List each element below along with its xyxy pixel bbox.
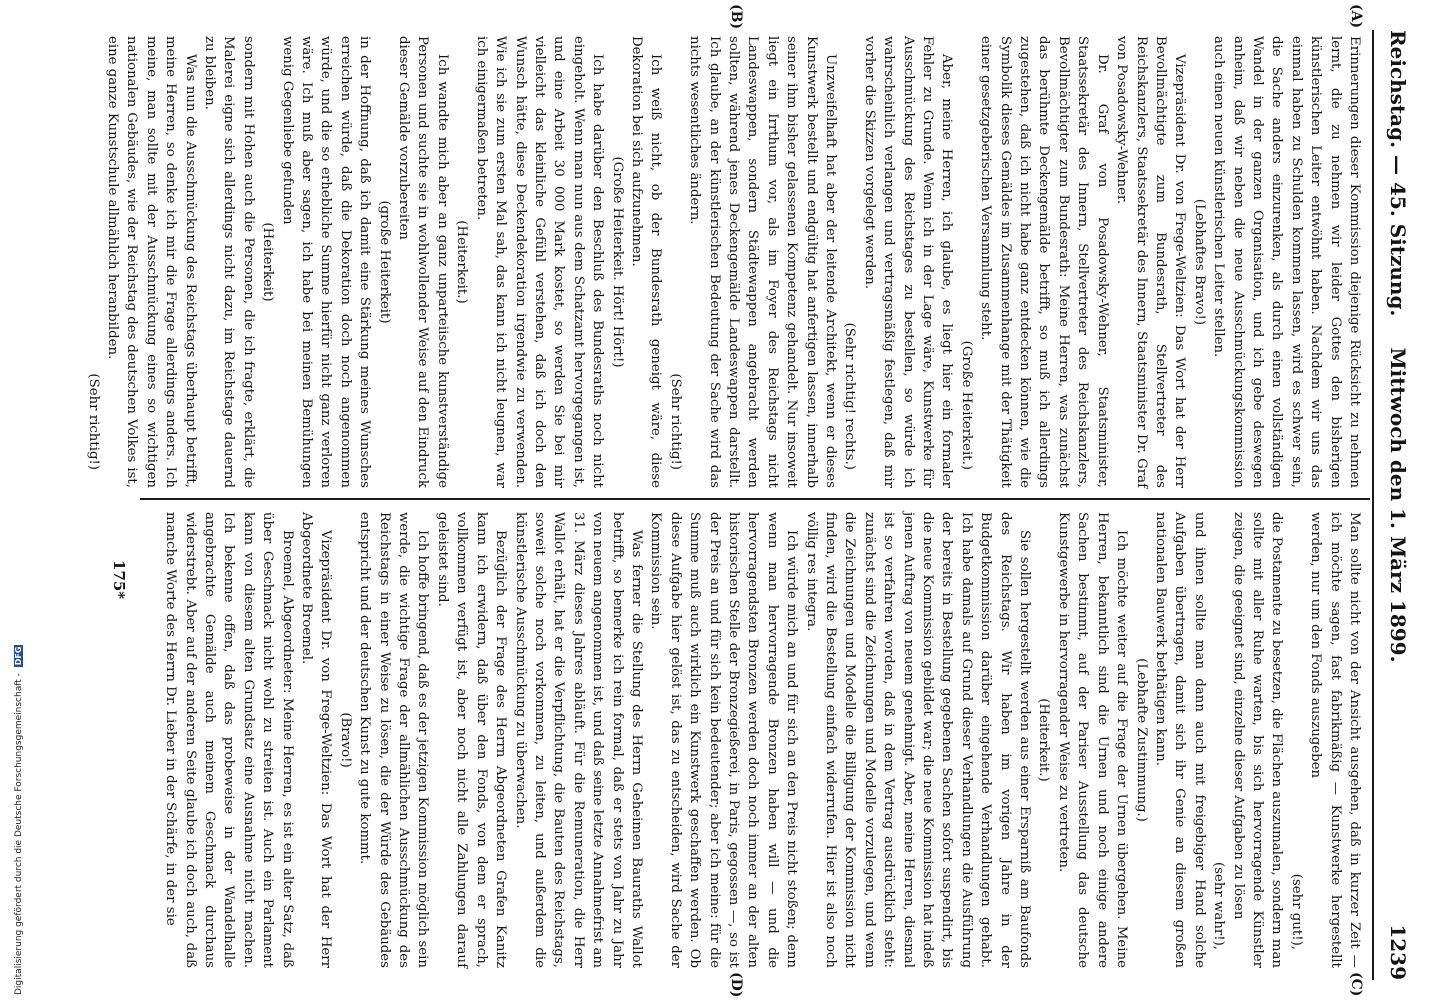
signature-mark: 175*: [110, 560, 128, 600]
paragraph: die Postamente zu besetzen, die Flächen auszumalen, sondern man sollte mit aller Ruhe warten, bis sich hervorragende Künstler zeigen, die geeignet sind, einzelne dieser Aufgaben zu lösen: [1230, 512, 1285, 968]
header-date: Mittwoch den 1. März 1899.: [1386, 347, 1410, 663]
interjection: (sehr wahr!),: [1211, 861, 1227, 950]
interjection: (Heiterkeit): [260, 222, 276, 302]
left-column: [85, 36, 1364, 488]
margin-mark-c: (C): [1348, 972, 1364, 997]
paragraph: Was ferner die Stellung des Herrn Geheimen Bauraths Wallot betrifft, so bemerke ich rein formal, daß er stets von Jahr zu Jahr von neuem angenommen ist, und daß seine letzte Annahmefrist am 31. März dieses Jahres abläuft. Für die Remuneration, die Herr Wallot erhält, hat er die Verpflichtung, die Bauten des Reichstags, soweit solche noch vorkommen, zu leiten, und außerdem die künstlerische Ausschmückung zu überwachen.: [512, 512, 644, 968]
paragraph: Ich würde mich an und für sich an den Preis nicht stoßen; denn wenn man hervorragende Bronzen haben will — und die hervorragendsten Bronzen werden doch noch immer an der alten historischen Stelle der Bronzegießerei, in Paris, gegossen —, so ist der Preis an und für sich kein bedeutender; aber ich meine: für die Summe muß auch wirklich ein Kunstwerk geschaffen werden. Ob diese Aufgabe hier gelöst ist, das zu entscheiden, wird Sache der Kommission sein.: [648, 512, 800, 968]
column-divider: [140, 498, 1370, 500]
paragraph: in der Hoffnung, daß ich damit eine Stärkung meines Wunsches erreichen würde, daß die Dekoration doch noch angenommen würde, und die so erhebliche Summe hierfür nicht ganz verloren wäre. Ich muß aber sagen, ich habe bei meinen Bemühungen wenig Gegenliebe gefunden: [279, 36, 373, 488]
interjection: (Heiterkeit.): [1036, 698, 1052, 782]
margin-mark-a: (A): [1348, 4, 1364, 29]
interjection: (Sehr richtig! rechts.): [842, 322, 858, 470]
paragraph: Ich möchte weiter auf die Frage der Urnen übergehen. Meine Herren, bekanntlich sind die Urnen und noch einige andere Sachen bestimmt, auf der Pariser Ausstellung das deutsche Kunstgewerbe in hervorragender Weise zu vertreten.: [1055, 512, 1130, 968]
interjection: (Große Heiterkeit.): [958, 340, 974, 470]
speaker-paragraph: Broemel, Abgeordneter: Meine Herren, es ist ein alter Satz, daß über Geschmack nicht wohl zu streiten ist. Auch ein Parlament kann von diesem alten Grundsatz eine Ausnahme nicht machen. Ich bekenne offen, daß das probeweise in der Wandelhalle angebrachte Gemälde auch meinem Geschmack durchaus widerstrebt. Aber auf der anderen Seite glaube ich doch auch, daß manche Worte des Herrn Dr. Lieber in der Schärfe, in der sie: [163, 512, 295, 968]
interjection: (Lebhafte Zustimmung.): [1133, 658, 1149, 822]
margin-mark-b: (B): [728, 4, 744, 30]
paragraph: Ich weiß nicht, ob der Bundesrath geneigt wäre, diese Dekoration bei sich aufzunehmen.: [628, 36, 664, 488]
interjection: (Bravo!): [337, 712, 353, 768]
dfg-logo-icon: DFG: [14, 646, 23, 666]
interjection: (Sehr richtig!): [667, 373, 683, 470]
interjection: (Sehr richtig!): [85, 373, 101, 470]
header-session: Reichstag. — 45. Sitzung.: [1386, 30, 1410, 317]
paragraph: Unzweifelhaft hat aber der leitende Architekt, wenn er dieses Kunstwerk bestellt und endgültig hat anfertigen lassen, innerhalb seiner ihm bisher gelassenen Kompetenz gehandelt. Nur insoweit liegt ein Irrthum vor, als im Foyer des Reichstags nicht Landeswappen, sondern Städtewappen angebracht werden sollten, während jenes Deckengemälde Landeswappen darstellt. Ich glaube, an der künstlerischen Bedeutung der Sache wird das nichts wesentliches ändern.: [687, 36, 839, 488]
paragraph: Ich habe darüber den Beschluß des Bundesraths noch nicht eingeholt. Wenn man nun aus dem Schatzamt hervorgegangen ist, und eine Arbeit 30 000 Mark kostet, so werden Sie bei mir vielleicht das kleinliche Gefühl verstehen, daß ich doch den Wunsch hätte, diese Deckendekoration irgendwie zu verwenden. Wie ich sie zum ersten Mal sah, das kann ich nicht leugnen, war ich einigermaßen betreten.: [473, 36, 606, 488]
right-column: [142, 512, 1364, 968]
paragraph: und ihnen sollte man dann auch mit freigebiger Hand solche Aufgaben übertragen, damit sich ihr Genie an diesem großen nationalen Bauwerk bethätigen kann.: [1152, 512, 1207, 968]
interjection: (sehr gut!),: [1288, 873, 1304, 950]
interjection: (Lebhaftes Bravo!): [1191, 198, 1207, 326]
paragraph: Ich hoffe bringend, daß es der jetzigen Kommission möglich sein werde, die wichtige Frage der allmählichen Ausschmückung des Reichstags in einer Weise zu lösen, die der Würde des Gebäudes entspricht und der deutschen Kunst zu gute kommt.: [357, 512, 431, 968]
interjection: (Heiterkeit.): [454, 220, 470, 304]
paragraph: Sie sollen hergestellt werden aus einer Ersparniß am Baufonds des Reichstags. Wir haben im vorigen Jahre in der Budgetkommission darüber eingehende Verhandlungen gehabt. Ich habe damals auf Grund dieser Verhandlungen die Ausführung der bereits in Bestellung gegebenen Sachen sofort suspendirt, bis die neue Kommission gebildet war; die neue Kommission hat indeß jenen Auftrag von neuem genehmigt. Aber, meine Herren, diesmal ist so verfahren worden, daß in dem Vertrag ausdrücklich steht: zunächst sind die Zeichnungen und Modelle vorzulegen, und wenn die Zeichnungen und Modelle die Billigung der Kommission nicht finden, wird die Bestellung einfach widerrufen. Hier ist also noch völlig res integra.: [803, 512, 1033, 968]
interjection: (große Heiterkeit): [376, 200, 392, 324]
paragraph: Aber, meine Herren, ich glaube, es liegt hier ein formaler Fehler zu Grunde. Wenn ich in der Lage wäre, Kunstwerke für Ausschmückung des Reichstages zu bestellen, so würde ich wahrscheinlich verlangen und vertragsmäßig festlegen, daß mir vorher die Skizzen vorgelegt werden.: [861, 36, 955, 488]
speaker-paragraph: Vizepräsident Dr. von Frege-Weltzien: Das Wort hat der Herr Bevollmächtigte zum Bundesrath, Stellvertreter des Reichskanzlers, Staatssekretär des Innern, Staatsminister Dr. Graf von Posadowsky-Wehner.: [1114, 36, 1188, 488]
header-rule: [1372, 30, 1374, 980]
paragraph: sondern mit Hohen auch die Personen, die ich fragte, erklärt, die Malerei eigne sich allerdings nicht dazu, im Reichstage dauernd zu bleiben.: [202, 36, 256, 488]
paragraph: Man sollte nicht von der Ansicht ausgehen, daß in kurzer Zeit — ich möchte sagen, fast fabrikmäßig — Kunstwerke hergestellt werden, nur um den Fonds auszugeben: [1308, 512, 1362, 968]
running-header: [1382, 30, 1410, 980]
paragraph: Bezüglich der Frage des Herrn Abgeordneten Grafen Kanitz kann ich erwidern, daß über den Fonds, von dem er sprach, vollkommen verfügt ist, aber noch nicht alle Zahlungen darauf geleistet sind.: [434, 512, 509, 968]
dfg-credit: [14, 645, 24, 995]
paragraph: Erinnerungen dieser Kommission diejenige Rücksicht zu nehmen lernt, die zu nehmen wir leider Gottes den bisherigen künstlerischen Leiter entwöhnt haben. Nachdem wir uns das einmal haben zu Schulden kommen lassen, wird es schwer sein, die Sache anders einzurenken, als durch einen vollständigen Wandel in der ganzen Organisation, und ich gebe deswegen anheim, daß wir neben die neue Ausschmückungskommission auch einen neuen künstlerischen Leiter stellen.: [1211, 36, 1362, 488]
dfg-credit-text: Digitalisierung gefördert durch die Deutsche Forschungsgemeinschaft -: [14, 673, 24, 995]
paragraph: Ich wandte mich aber an ganz unparteiische kunstverständige Personen und suchte sie in wohlwollender Weise auf den Eindruck dieser Gemälde vorzubereiten: [396, 36, 450, 488]
header-page-number: 1239: [1386, 924, 1410, 980]
paragraph: Was nun die Ausschmückung des Reichstags überhaupt betrifft, meine Herren, so denke ich mir die Frage allerdings anders. Ich meine, man sollte mit der Ausschmückung eines so wichtigen nationalen Gebäudes, wie der Reichstag des deutschen Volkes ist, eine ganze Kunstschule allmählich heranbilden.: [105, 36, 198, 488]
margin-mark-d: (D): [728, 972, 744, 998]
interjection: (Große Heiterkeit. Hört! Hört!): [609, 156, 625, 368]
speaker-paragraph: Dr. Graf von Posadowsky-Wehner, Staatsminister, Staatssekretär des Innern, Stellvertreter des Reichskanzlers, Bevollmächtigter zum Bundesrath: Meine Herren, was zunächst das berühmte Deckengemälde betrifft, so muß ich allerdings zugestehen, daß ich nicht habe ganz entdecken können, wie die Symbolik dieses Gemäldes im Zusammenhange mit der Thätigkeit einer gesetzgeberischen Versammlung steht.: [978, 36, 1110, 488]
document-page: [85, 0, 1434, 1000]
speaker-paragraph: Vizepräsident Dr. von Frege-Weltzien: Das Wort hat der Herr Abgeordnete Broemel.: [299, 512, 334, 968]
